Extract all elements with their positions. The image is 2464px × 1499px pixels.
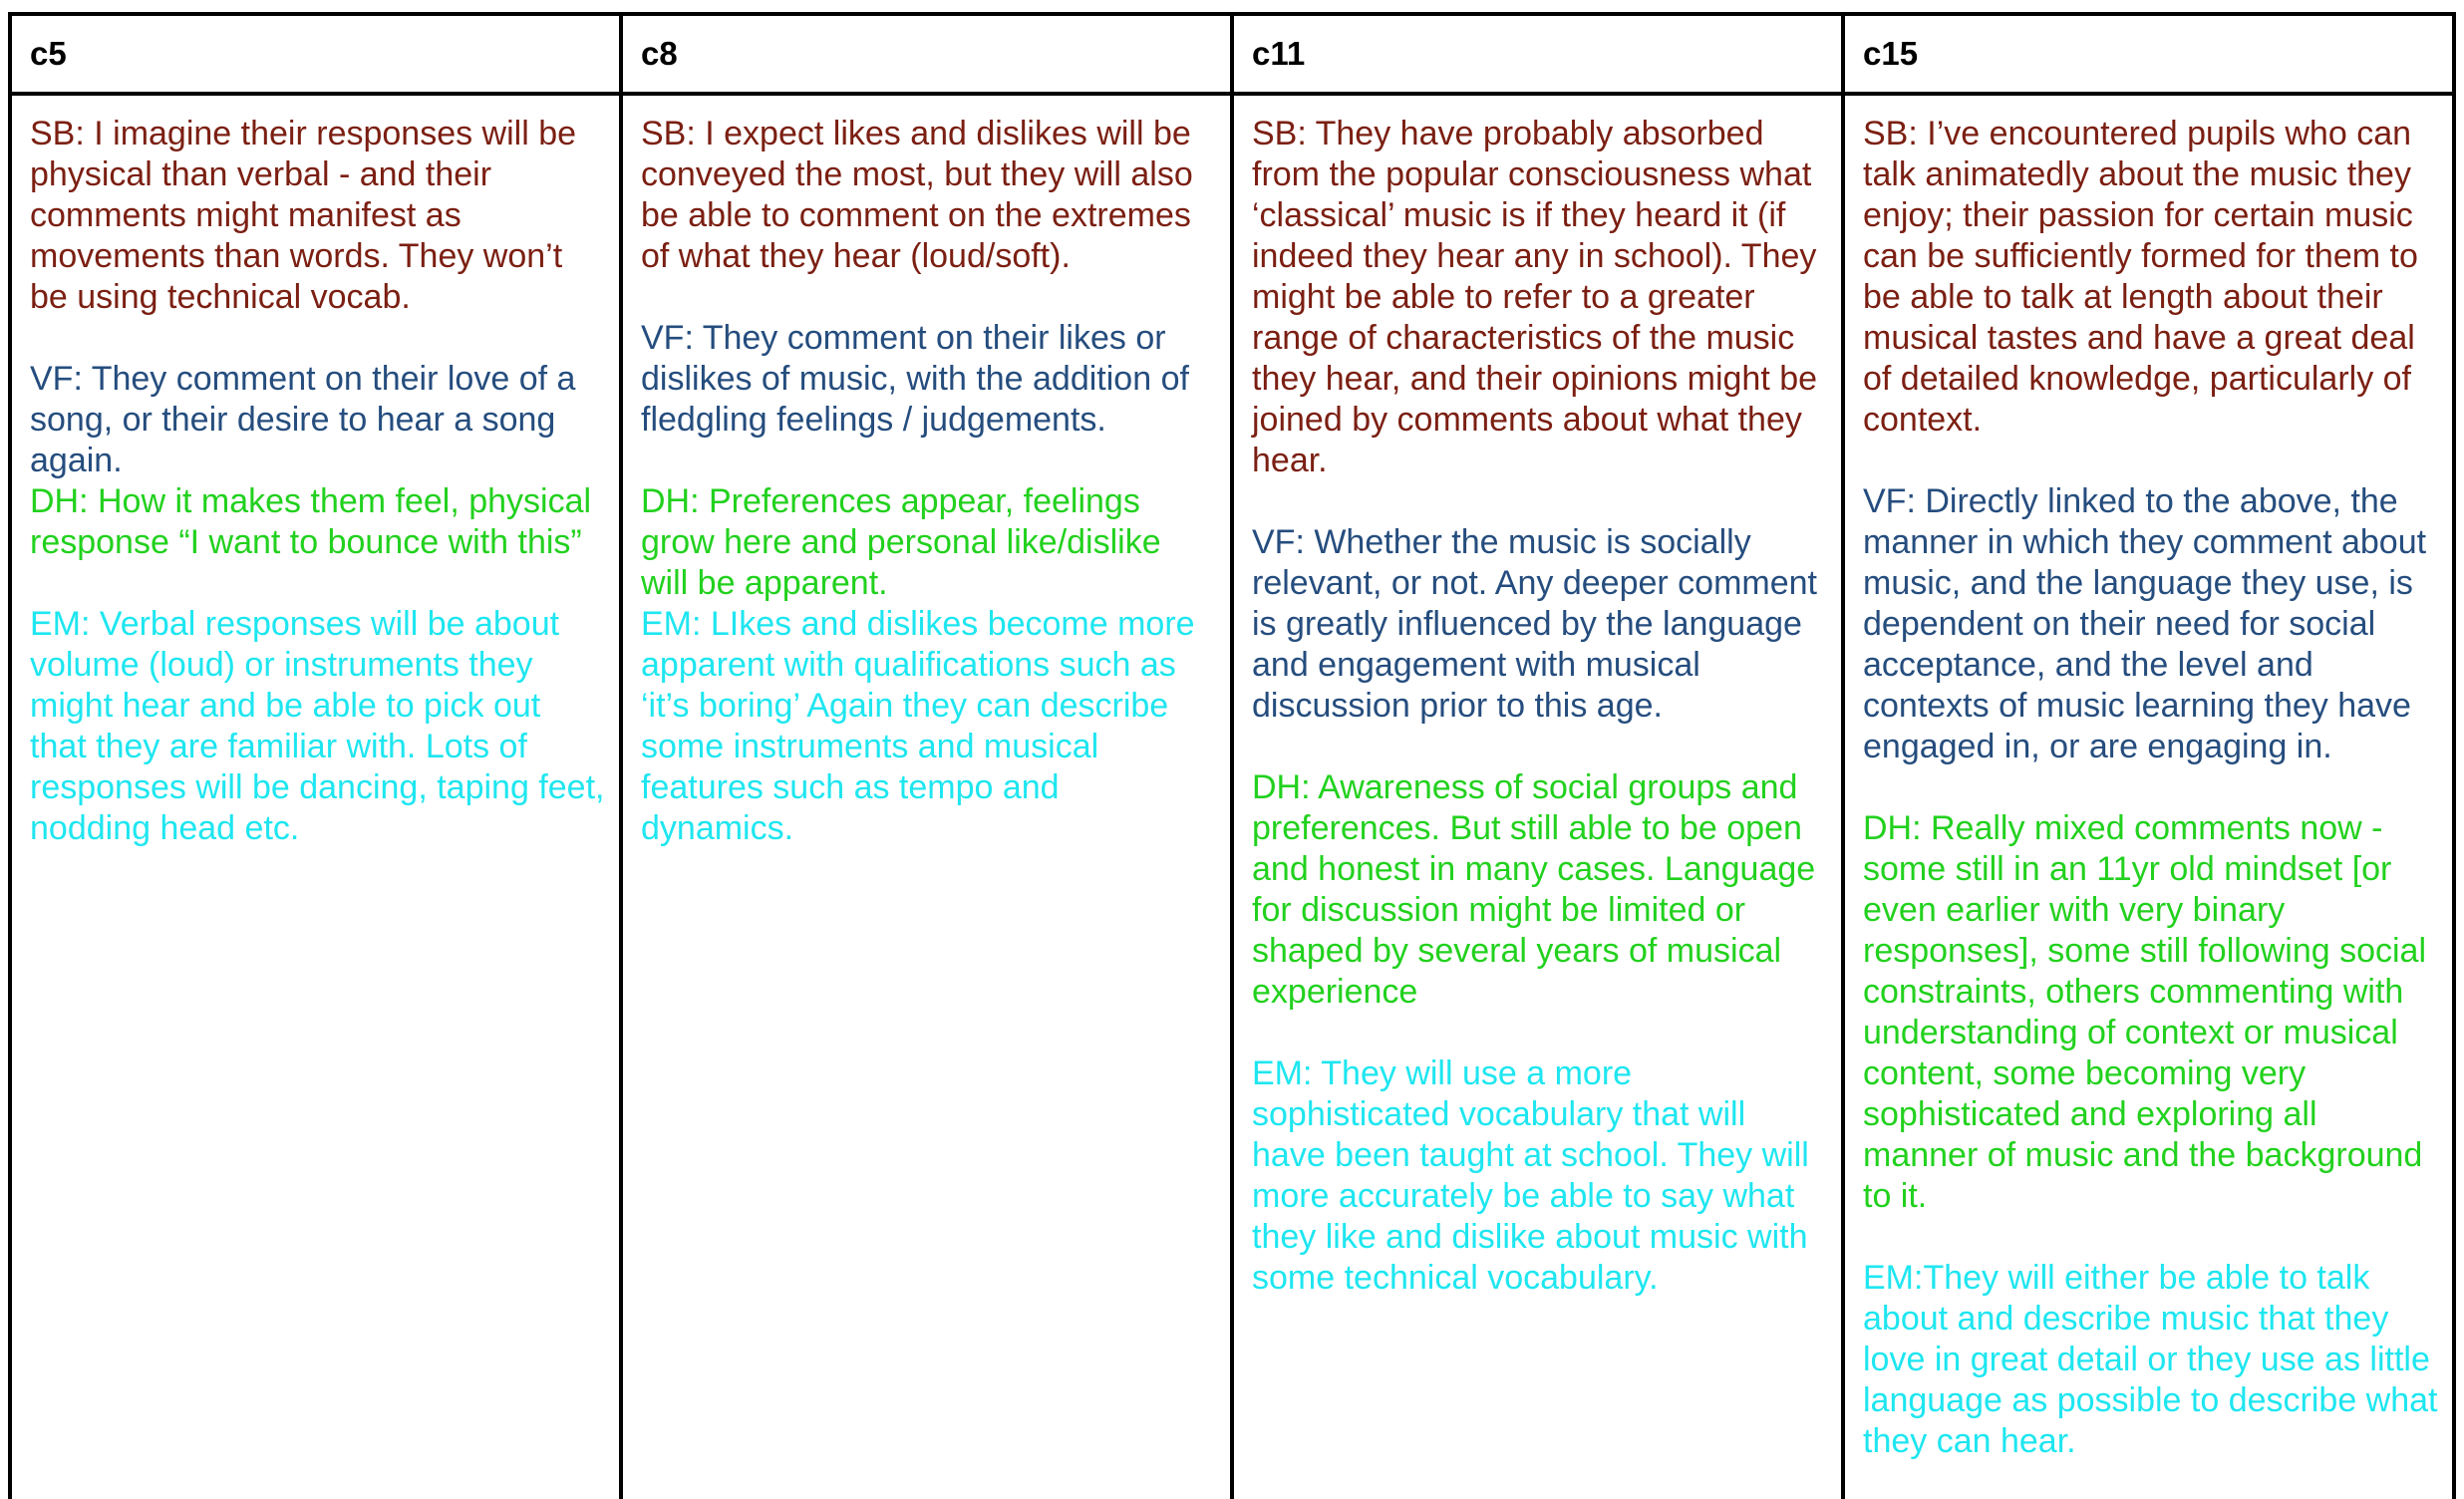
comment-dh: DH: Really mixed comments now - some still in an 11yr old mindset [or even earlier with very binary responses], some still following social constraints, others commenting with understanding of context or musical content, some becoming very sophisticated and exploring all manner of music and the background to it. — [1863, 809, 2427, 1215]
comment-vf: VF: They comment on their love of a song, or their desire to hear a song again. — [30, 360, 576, 479]
comment-em: EM: LIkes and dislikes become more apparent with qualifications such as ‘it’s boring’ Again they can describe some instruments and musical features such as tempo and dynamics. — [641, 605, 1195, 847]
cell-c11 — [1232, 94, 1843, 1499]
comments-table — [8, 12, 2456, 1499]
column-header-c8: c8 — [621, 14, 1232, 94]
comment-sb: SB: They have probably absorbed from the popular consciousness what ‘classical’ music is if they heard it (if indeed they hear any in school). They might be able to refer to a greater range of characteristics of the music they hear, and their opinions might be joined by comments about what they hear. — [1252, 115, 1818, 479]
comment-vf: VF: Directly linked to the above, the manner in which they comment about music, and the language they use, is dependent on their need for social acceptance, and the level and contexts of music learning they have engaged in, or are engaging in. — [1863, 482, 2427, 765]
comment-em: EM: They will use a more sophisticated vocabulary that will have been taught at school. They will more accurately be able to say what they like and dislike about music with some technical vocabulary. — [1252, 1054, 1809, 1297]
comment-sb: SB: I expect likes and dislikes will be conveyed the most, but they will also be able to comment on the extremes of what they hear (loud/soft). — [641, 115, 1193, 275]
comment-em: EM:They will either be able to talk about and describe music that they love in great detail or they use as little language as possible to describe what they can hear. — [1863, 1259, 2438, 1460]
cell-c5 — [10, 94, 621, 1499]
comment-dh: DH: How it makes them feel, physical response “I want to bounce with this” — [30, 482, 592, 561]
column-header-c5: c5 — [10, 14, 621, 94]
cell-c8 — [621, 94, 1232, 1499]
comment-sb: SB: I imagine their responses will be physical than verbal - and their comments might manifest as movements than words. They won’t be using technical vocab. — [30, 115, 577, 316]
column-header-c11: c11 — [1232, 14, 1843, 94]
comment-em: EM: Verbal responses will be about volume (loud) or instruments they might hear and be able to pick out that they are familiar with. Lots of responses will be dancing, taping feet, nodding head etc. — [30, 605, 605, 847]
column-header-c15: c15 — [1843, 14, 2454, 94]
comment-vf: VF: They comment on their likes or dislikes of music, with the addition of fledgling feelings / judgements. — [641, 319, 1189, 439]
comment-dh: DH: Preferences appear, feelings grow here and personal like/dislike will be apparent. — [641, 482, 1161, 602]
comment-sb: SB: I’ve encountered pupils who can talk animatedly about the music they enjoy; their passion for certain music can be sufficiently formed for them to be able to talk at length about their musical tastes and have a great deal of detailed knowledge, particularly of context. — [1863, 115, 2418, 439]
cell-c15 — [1843, 94, 2454, 1499]
table-header-row — [10, 14, 2454, 94]
comment-vf: VF: Whether the music is socially relevant, or not. Any deeper comment is greatly influenced by the language and engagement with musical discussion prior to this age. — [1252, 523, 1817, 725]
comment-dh: DH: Awareness of social groups and preferences. But still able to be open and honest in many cases. Language for discussion might be limited or shaped by several years of musical experience — [1252, 768, 1816, 1011]
table-row — [10, 94, 2454, 1499]
